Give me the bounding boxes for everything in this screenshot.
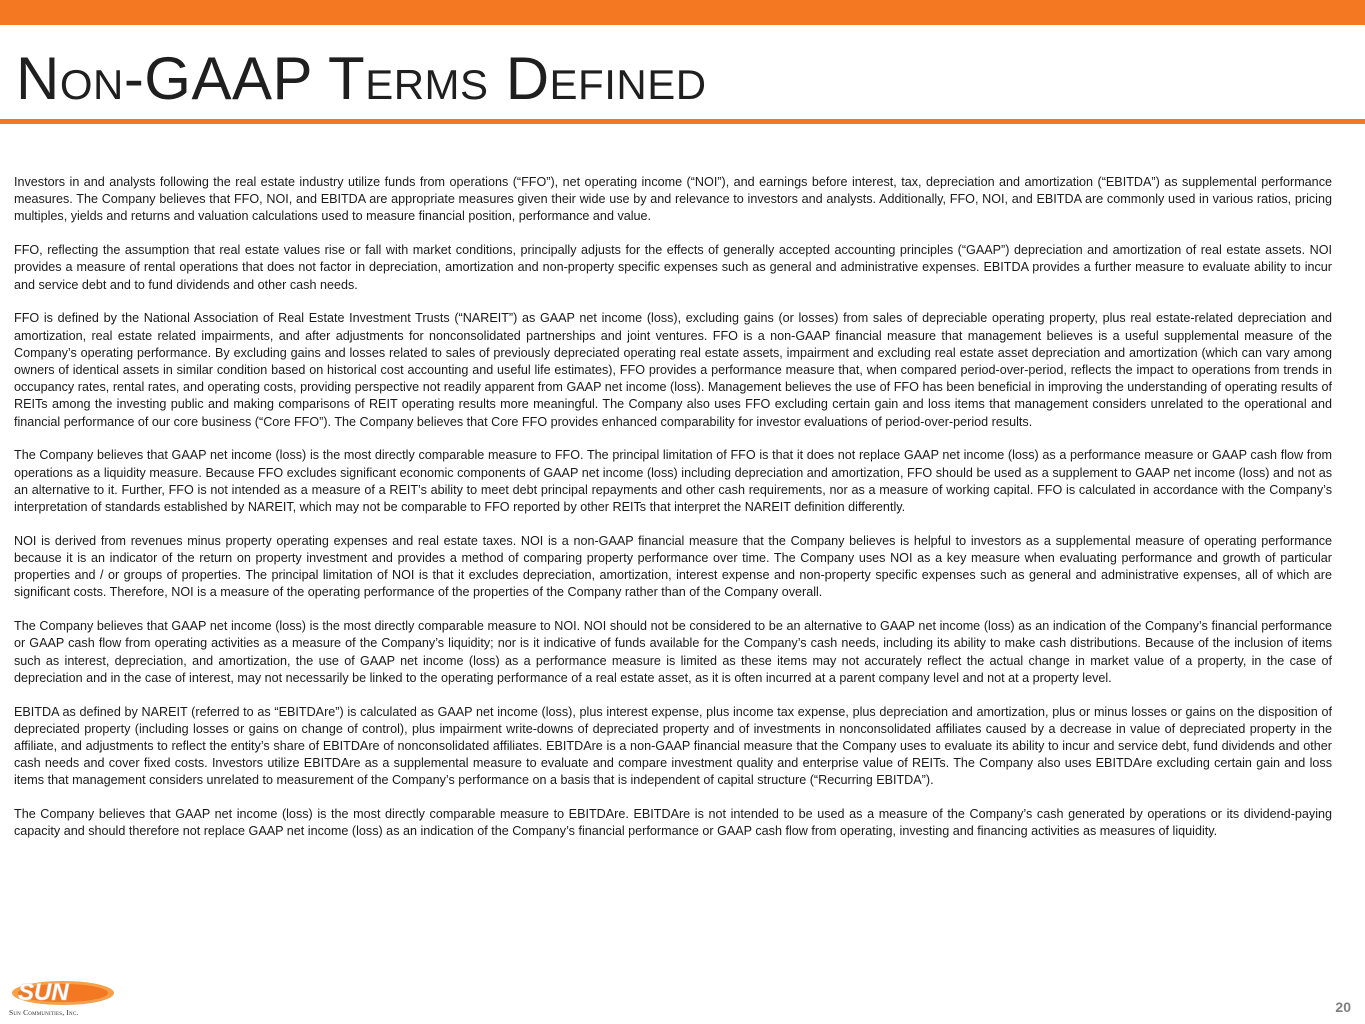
paragraph-noi-limitation: The Company believes that GAAP net income (loss) is the most directly comparable measure to NOI. NOI should not be considered to be an alternative to GAAP net income (loss) as an indication of the Company’s financial performance or GAAP cash flow from operating activities as a measure of the Company’s liquidity; nor is it indicative of funds available for the Company’s cash needs, including its ability to make cash distributions. Because of the inclusion of items such as interest, depreciation, and amortization, the use of GAAP net income (loss) as a performance measure is limited as these items may not accurately reflect the actual change in market value of a property, in the case of depreciation and in the case of interest, may not necessarily be linked to the operating performance of a real estate asset, as it is often incurred at a parent company level and not at a property level. bbox=[14, 619, 1332, 685]
body-text bbox=[14, 174, 1332, 857]
top-accent-bar bbox=[0, 0, 1365, 25]
logo-wordmark: SUN bbox=[18, 979, 69, 1006]
paragraph-ebitdare-definition: EBITDA as defined by NAREIT (referred to as “EBITDAre”) is calculated as GAAP net income (loss), plus interest expense, plus income tax expense, plus depreciation and amortization, plus or minus losses or gains on the disposition of depreciated property (including losses or gains on change of control), plus impairment write-downs of depreciated property and of investments in nonconsolidated affiliates caused by a decrease in value of depreciated property in the affiliate, and adjustments to reflect the entity’s share of EBITDAre of nonconsolidated affiliates. EBITDAre is a non-GAAP financial measure that the Company uses to evaluate its ability to incur and service debt, fund dividends and other cash needs and cover fixed costs. Investors utilize EBITDAre as a supplemental measure to evaluate and compare investment quality and enterprise value of REITs. The Company also uses EBITDAre excluding certain gain and loss items that management considers unrelated to measurement of the Company’s performance on a basis that is independent of capital structure (“Recurring EBITDA”). bbox=[14, 704, 1332, 788]
sun-communities-logo-icon bbox=[10, 978, 116, 1008]
paragraph-ffo-definition: FFO is defined by the National Association of Real Estate Investment Trusts (“NAREIT”) as GAAP net income (loss), excluding gains (or losses) from sales of depreciable operating property, plus real estate-related depreciation and amortization, real estate related impairments, and after adjustments for nonconsolidated partnerships and joint ventures. FFO is a non-GAAP financial measure that management believes is a useful supplemental measure of the Company’s operating performance. By excluding gains and losses related to sales of previously depreciated operating real estate assets, impairment and excluding real estate asset depreciation and amortization (which can vary among owners of identical assets in similar condition based on historical cost accounting and useful life estimates), FFO provides a performance measure that, when compared period-over-period, reflects the impact to operations from trends in occupancy rates, rental rates, and operating costs, providing perspective not readily apparent from GAAP net income (loss). Management believes the use of FFO has been beneficial in improving the understanding of operating results of REITs among the investing public and making comparisons of REIT operating results more meaningful. The Company also uses FFO excluding certain gain and loss items that management considers unrelated to the operational and financial performance of our core business (“Core FFO”). The Company believes that Core FFO provides enhanced comparability for investor evaluations of period-over-period results. bbox=[14, 311, 1332, 429]
title-divider bbox=[0, 119, 1365, 124]
paragraph-intro: Investors in and analysts following the real estate industry utilize funds from operations (“FFO”), net operating income (“NOI”), and earnings before interest, tax, depreciation and amortization (“EBITDA”) as supplemental performance measures. The Company believes that FFO, NOI, and EBITDA are appropriate measures given their wide use by and relevance to investors and analysts. Additionally, FFO, NOI, and EBITDA are commonly used in various ratios, pricing multiples, yields and returns and valuation calculations used to measure financial position, performance and value. bbox=[14, 175, 1332, 224]
paragraph-ffo-assumption: FFO, reflecting the assumption that real estate values rise or fall with market conditions, principally adjusts for the effects of generally accepted accounting principles (“GAAP”) depreciation and amortization of real estate assets. NOI provides a measure of rental operations that does not factor in depreciation, amortization and non-property specific expenses such as general and administrative expenses. EBITDA provides a further measure to evaluate ability to incur and service debt and to fund dividends and other cash needs. bbox=[14, 243, 1332, 292]
paragraph-ebitdare-limitation: The Company believes that GAAP net income (loss) is the most directly comparable measure to EBITDAre. EBITDAre is not intended to be used as a measure of the Company’s cash generated by operations or its dividend-paying capacity and should therefore not replace GAAP net income (loss) as an indication of the Company’s financial performance or GAAP cash flow from operating, investing and financing activities as measures of liquidity. bbox=[14, 807, 1332, 839]
paragraph-ffo-limitation: The Company believes that GAAP net income (loss) is the most directly comparable measure to FFO. The principal limitation of FFO is that it does not replace GAAP net income (loss) as a performance measure or GAAP cash flow from operations as a liquidity measure. Because FFO excludes significant economic components of GAAP net income (loss) including depreciation and amortization, FFO should be used as a supplement to GAAP net income (loss) and not as an alternative to it. Further, FFO is not intended as a measure of a REIT’s ability to meet debt principal repayments and other cash requirements, nor as a measure of working capital. FFO is calculated in accordance with the Company’s interpretation of standards established by NAREIT, which may not be comparable to FFO reported by other REITs that interpret the NAREIT definition differently. bbox=[14, 448, 1332, 515]
paragraph-noi-definition: NOI is derived from revenues minus property operating expenses and real estate taxes. NOI is a non-GAAP financial measure that the Company believes is helpful to investors as a supplemental measure of operating performance because it is an indicator of the return on property investment and provides a method of comparing property performance over time. The Company uses NOI as a key measure when evaluating performance and growth of particular properties and / or groups of properties. The principal limitation of NOI is that it excludes depreciation, amortization, interest expense and non-property specific expenses such as general and administrative expenses, all of which are significant costs. Therefore, NOI is a measure of the operating performance of the properties of the Company rather than of the Company overall. bbox=[14, 533, 1332, 600]
company-name: Sun Communities, Inc. bbox=[9, 1008, 79, 1017]
page-number: 20 bbox=[1335, 999, 1351, 1015]
company-logo bbox=[6, 978, 126, 1020]
page-title: Non-GAAP Terms Defined bbox=[16, 45, 707, 112]
